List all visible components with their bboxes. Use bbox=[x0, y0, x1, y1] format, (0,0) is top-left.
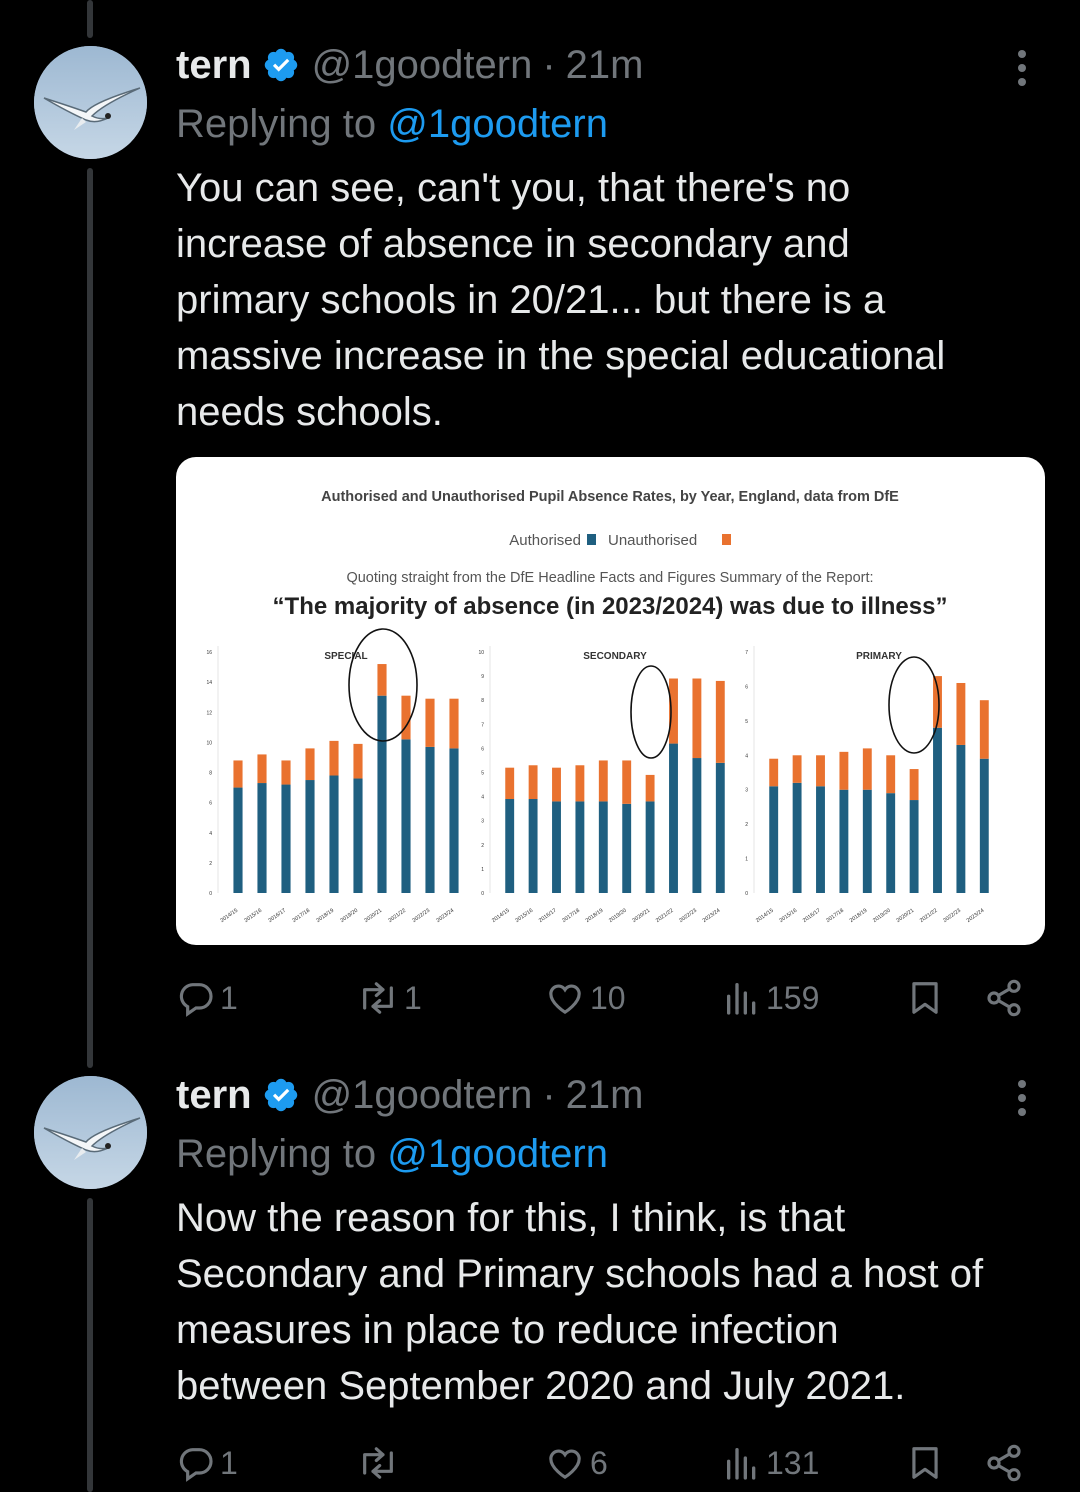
bar-unauthorised bbox=[575, 765, 584, 801]
x-tick-label: 2023/24 bbox=[701, 907, 722, 925]
tweet-header bbox=[176, 40, 643, 90]
y-tick-label: 2 bbox=[481, 842, 484, 849]
y-tick-label: 10 bbox=[478, 650, 484, 656]
bar-unauthorised bbox=[449, 699, 458, 749]
x-tick-label: 2022/23 bbox=[678, 907, 699, 925]
more-options-icon[interactable] bbox=[1008, 48, 1038, 88]
like-count: 6 bbox=[590, 1444, 608, 1481]
y-tick-label: 7 bbox=[745, 650, 748, 656]
y-tick-label: 3 bbox=[481, 818, 484, 825]
bar-authorised bbox=[305, 780, 314, 893]
x-tick-label: 2017/18 bbox=[291, 907, 312, 925]
views-icon bbox=[722, 978, 762, 1018]
panel-title: SECONDARY bbox=[583, 651, 647, 662]
x-tick-label: 2022/23 bbox=[411, 907, 432, 925]
text-line: primary schools in 20/21... but there is a bbox=[176, 278, 886, 322]
x-tick-label: 2014/15 bbox=[491, 907, 511, 925]
y-tick-label: 10 bbox=[206, 740, 212, 747]
replying-prefix: Replying to bbox=[176, 1132, 388, 1176]
text-line: massive increase in the special educational bbox=[176, 334, 946, 378]
bar-unauthorised bbox=[816, 755, 825, 786]
bar-unauthorised bbox=[716, 681, 725, 763]
bar-unauthorised bbox=[980, 700, 989, 759]
x-tick-label: 2020/21 bbox=[363, 907, 384, 925]
bar-authorised bbox=[622, 804, 631, 893]
x-tick-label: 2017/18 bbox=[825, 907, 846, 925]
chart-image bbox=[176, 457, 1045, 945]
replying-to bbox=[176, 102, 608, 147]
bar-authorised bbox=[233, 788, 242, 893]
bar-unauthorised bbox=[353, 744, 362, 779]
bar-unauthorised bbox=[281, 760, 290, 784]
text-line: Secondary and Primary schools had a host of bbox=[176, 1252, 984, 1296]
y-tick-label: 2 bbox=[209, 860, 212, 867]
legend-authorised-swatch bbox=[587, 534, 596, 545]
like-button[interactable] bbox=[544, 1438, 608, 1488]
x-tick-label: 2019/20 bbox=[608, 907, 628, 925]
y-tick-label: 16 bbox=[206, 650, 212, 656]
y-tick-label: 5 bbox=[481, 770, 484, 777]
y-tick-label: 14 bbox=[206, 680, 212, 687]
chart-panel bbox=[206, 629, 458, 924]
bar-authorised bbox=[692, 758, 701, 893]
bar-unauthorised bbox=[646, 775, 655, 802]
share-icon bbox=[984, 978, 1024, 1018]
bar-unauthorised bbox=[839, 752, 848, 790]
x-tick-label: 2020/21 bbox=[631, 907, 652, 925]
repost-count: 1 bbox=[404, 979, 422, 1016]
bar-unauthorised bbox=[305, 748, 314, 780]
bar-authorised bbox=[329, 776, 338, 893]
timestamp[interactable]: 21m bbox=[565, 42, 644, 87]
repost-icon bbox=[356, 978, 400, 1018]
bar-unauthorised bbox=[505, 768, 514, 799]
text-line: needs schools. bbox=[176, 390, 443, 434]
bar-authorised bbox=[425, 747, 434, 893]
bar-unauthorised bbox=[910, 769, 919, 800]
y-tick-label: 6 bbox=[745, 684, 748, 691]
chart-title: Authorised and Unauthorised Pupil Absence Rates, by Year, England, data from DfE bbox=[321, 489, 899, 505]
y-tick-label: 5 bbox=[745, 718, 748, 725]
view-count: 159 bbox=[766, 979, 820, 1016]
chart-panel bbox=[745, 646, 989, 924]
bar-authorised bbox=[910, 800, 919, 893]
x-tick-label: 2015/16 bbox=[243, 907, 264, 925]
reply-icon bbox=[176, 978, 216, 1018]
bar-authorised bbox=[353, 779, 362, 893]
chart-panel bbox=[478, 646, 724, 924]
text-line: measures in place to reduce infection bbox=[176, 1308, 839, 1352]
bar-unauthorised bbox=[599, 760, 608, 801]
x-tick-label: 2015/16 bbox=[778, 907, 799, 925]
bar-authorised bbox=[505, 799, 514, 893]
y-tick-label: 1 bbox=[481, 866, 484, 873]
like-count: 10 bbox=[590, 979, 626, 1016]
x-tick-label: 2021/22 bbox=[654, 907, 675, 925]
bar-unauthorised bbox=[622, 760, 631, 803]
tweet-text bbox=[176, 160, 1056, 440]
replying-prefix: Replying to bbox=[176, 102, 388, 146]
x-tick-label: 2014/15 bbox=[219, 907, 240, 925]
x-tick-label: 2017/18 bbox=[561, 907, 582, 925]
quote-text: “The majority of absence (in 2023/2024) was due to illness” bbox=[272, 593, 948, 620]
repost-icon bbox=[356, 1443, 400, 1483]
verified-badge-icon bbox=[262, 46, 300, 84]
panel-title: PRIMARY bbox=[856, 651, 902, 662]
avatar[interactable] bbox=[34, 46, 147, 159]
views-button[interactable] bbox=[722, 973, 819, 1023]
bar-unauthorised bbox=[692, 679, 701, 759]
quote-intro: Quoting straight from the DfE Headline Facts and Figures Summary of the Report: bbox=[346, 570, 874, 586]
y-tick-label: 0 bbox=[209, 891, 212, 897]
bookmark-button[interactable] bbox=[906, 973, 944, 1023]
y-tick-label: 9 bbox=[481, 674, 484, 681]
bar-authorised bbox=[793, 783, 802, 893]
replying-to bbox=[176, 1132, 608, 1177]
x-tick-label: 2016/17 bbox=[801, 907, 822, 925]
bar-unauthorised bbox=[329, 741, 338, 776]
separator: · bbox=[542, 42, 556, 87]
x-tick-label: 2021/22 bbox=[918, 907, 939, 925]
display-name[interactable]: tern bbox=[176, 42, 252, 87]
bar-authorised bbox=[552, 801, 561, 893]
x-tick-label: 2023/24 bbox=[965, 907, 986, 925]
highlight-ellipse bbox=[631, 666, 671, 758]
action-bar bbox=[176, 973, 1046, 1023]
bar-unauthorised bbox=[233, 760, 242, 787]
like-button[interactable] bbox=[544, 973, 626, 1023]
x-tick-label: 2015/16 bbox=[514, 907, 535, 925]
x-tick-label: 2022/23 bbox=[942, 907, 963, 925]
bar-authorised bbox=[933, 728, 942, 893]
share-button[interactable] bbox=[984, 973, 1024, 1023]
bar-unauthorised bbox=[529, 765, 538, 799]
bar-authorised bbox=[281, 785, 290, 893]
x-tick-label: 2018/19 bbox=[584, 907, 605, 925]
tweet[interactable] bbox=[0, 1060, 1080, 1492]
bar-authorised bbox=[956, 745, 965, 893]
legend-authorised: Authorised bbox=[509, 532, 581, 549]
handle[interactable]: @1goodtern bbox=[311, 1072, 533, 1117]
bar-unauthorised bbox=[377, 664, 386, 696]
x-tick-label: 2020/21 bbox=[895, 907, 916, 925]
verified-badge-icon bbox=[262, 1076, 300, 1114]
y-tick-label: 0 bbox=[481, 891, 484, 897]
text-line: between September 2020 and July 2021. bbox=[176, 1364, 906, 1408]
y-tick-label: 4 bbox=[481, 794, 484, 801]
y-tick-label: 8 bbox=[481, 698, 484, 705]
y-tick-label: 8 bbox=[209, 770, 212, 777]
separator: · bbox=[542, 1072, 556, 1117]
bar-authorised bbox=[669, 744, 678, 893]
y-tick-label: 6 bbox=[481, 746, 484, 753]
x-tick-label: 2019/20 bbox=[339, 907, 360, 925]
reply-count: 1 bbox=[220, 1444, 238, 1481]
y-tick-label: 2 bbox=[745, 822, 748, 829]
bar-authorised bbox=[839, 790, 848, 893]
bar-authorised bbox=[980, 759, 989, 893]
reply-button[interactable] bbox=[176, 973, 238, 1023]
legend-unauthorised: Unauthorised bbox=[608, 532, 698, 549]
bar-authorised bbox=[575, 801, 584, 893]
x-tick-label: 2023/24 bbox=[435, 907, 456, 925]
bar-unauthorised bbox=[401, 696, 410, 740]
x-tick-label: 2018/19 bbox=[315, 907, 336, 925]
bar-authorised bbox=[816, 786, 825, 893]
bar-unauthorised bbox=[793, 755, 802, 783]
mention-link[interactable]: @1goodtern bbox=[387, 1132, 608, 1176]
x-tick-label: 2021/22 bbox=[387, 907, 408, 925]
bar-authorised bbox=[646, 801, 655, 893]
panel-title: SPECIAL bbox=[324, 651, 368, 662]
x-tick-label: 2014/15 bbox=[755, 907, 775, 925]
text-line: You can see, can't you, that there's no bbox=[176, 166, 851, 210]
bar-authorised bbox=[863, 790, 872, 893]
bar-unauthorised bbox=[425, 699, 434, 747]
bar-authorised bbox=[257, 783, 266, 893]
handle[interactable]: @1goodtern bbox=[311, 42, 533, 87]
bar-unauthorised bbox=[863, 748, 872, 789]
text-line: increase of absence in secondary and bbox=[176, 222, 850, 266]
timestamp[interactable]: 21m bbox=[565, 1072, 644, 1117]
share-button[interactable] bbox=[984, 1438, 1024, 1488]
bar-authorised bbox=[377, 696, 386, 893]
repost-button[interactable] bbox=[356, 973, 422, 1023]
highlight-ellipse bbox=[889, 657, 939, 753]
bar-authorised bbox=[401, 739, 410, 893]
y-tick-label: 6 bbox=[209, 800, 212, 807]
text-line: Now the reason for this, I think, is that bbox=[176, 1196, 846, 1240]
bar-authorised bbox=[886, 793, 895, 893]
bar-unauthorised bbox=[769, 759, 778, 787]
y-tick-label: 1 bbox=[745, 856, 748, 863]
like-icon bbox=[544, 1443, 586, 1483]
y-tick-label: 7 bbox=[481, 722, 484, 729]
reply-count: 1 bbox=[220, 979, 238, 1016]
tweet-text bbox=[176, 1190, 1056, 1414]
more-options-icon[interactable] bbox=[1008, 1078, 1038, 1118]
avatar[interactable] bbox=[34, 1076, 147, 1189]
bar-authorised bbox=[769, 786, 778, 893]
y-tick-label: 12 bbox=[206, 710, 212, 717]
y-tick-label: 4 bbox=[209, 830, 212, 837]
reply-button[interactable] bbox=[176, 1438, 238, 1488]
share-icon bbox=[984, 1443, 1024, 1483]
bookmark-button[interactable] bbox=[906, 1438, 944, 1488]
views-icon bbox=[722, 1443, 762, 1483]
views-button[interactable] bbox=[722, 1438, 819, 1488]
bar-authorised bbox=[529, 799, 538, 893]
legend-unauthorised-swatch bbox=[722, 534, 731, 545]
tweet-header bbox=[176, 1070, 643, 1120]
media-image[interactable] bbox=[176, 457, 1045, 945]
y-tick-label: 0 bbox=[745, 891, 748, 897]
x-tick-label: 2019/20 bbox=[872, 907, 892, 925]
y-tick-label: 4 bbox=[745, 753, 748, 760]
bar-unauthorised bbox=[956, 683, 965, 745]
bar-authorised bbox=[599, 801, 608, 893]
action-bar bbox=[176, 1438, 1046, 1488]
like-icon bbox=[544, 978, 586, 1018]
y-tick-label: 3 bbox=[745, 787, 748, 794]
repost-button[interactable] bbox=[356, 1438, 404, 1488]
x-tick-label: 2016/17 bbox=[537, 907, 558, 925]
bar-unauthorised bbox=[257, 754, 266, 783]
reply-icon bbox=[176, 1443, 216, 1483]
x-tick-label: 2018/19 bbox=[848, 907, 869, 925]
bar-authorised bbox=[449, 748, 458, 893]
mention-link[interactable]: @1goodtern bbox=[387, 102, 608, 146]
bar-unauthorised bbox=[886, 755, 895, 793]
display-name[interactable]: tern bbox=[176, 1072, 252, 1117]
bookmark-icon bbox=[906, 977, 944, 1019]
bar-unauthorised bbox=[552, 768, 561, 802]
bar-authorised bbox=[716, 763, 725, 893]
bookmark-icon bbox=[906, 1442, 944, 1484]
x-tick-label: 2016/17 bbox=[267, 907, 288, 925]
view-count: 131 bbox=[766, 1444, 820, 1481]
